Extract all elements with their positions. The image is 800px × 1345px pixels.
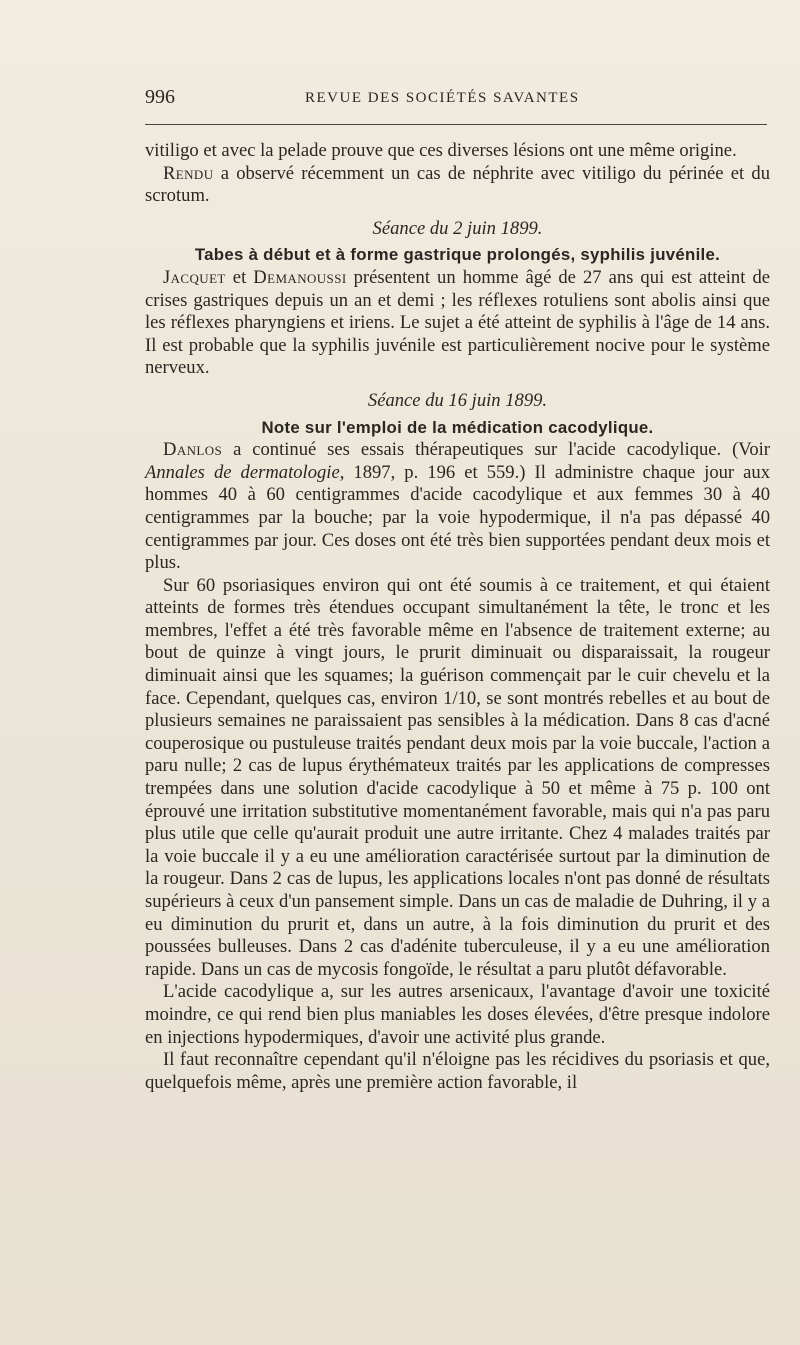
author-danlos: Danlos [163,439,223,461]
page-body [145,140,770,1094]
advantage-paragraph: L'acide cacodylique a, sur les autres arsenicaux, l'avantage d'avoir une toxicité moindre, ce qui rend bien plus maniables les doses élevées, d'être presque indolore en injections hypodermiques, d'avoir une activité plus grande. [145,981,770,1048]
intro-paragraph: vitiligo et avec la pelade prouve que ces diverses lésions ont une même origine. [145,140,737,161]
author-jacquet: Jacquet [163,266,226,288]
author-rendu: Rendu [163,162,214,184]
seance-heading-2: Séance du 16 juin 1899. [367,389,548,411]
seance-heading-1: Séance du 2 juin 1899. [372,217,543,239]
jacquet-text: présentent un homme âgé de 27 ans qui est atteint de crises gastriques depuis un an et demi ; les réflexes rotuliens sont abolis ainsi que les réflexes pharyngiens et iriens. Le sujet a été atteint de syphilis à l'âge de 14 ans. Il est probable que la syphilis juvénile est particulièrement nocive pour le système nerveux. [145,266,770,379]
journal-title: Annales de dermatologie [145,461,340,483]
joiner-text: et [225,266,254,288]
rendu-paragraph [145,163,770,208]
closing-paragraph: Il faut reconnaître cependant qu'il n'éloigne pas les récidives du psoriasis et que, quelquefois même, après une première action favorable, il [145,1049,770,1093]
author-demanoussi: Demanoussi [253,266,347,288]
page-header [145,82,765,112]
section-title-1: Tabes à début et à forme gastrique prolongés, syphilis juvénile. [194,245,721,265]
danlos-paragraph [145,439,770,575]
running-head: REVUE DES SOCIÉTÉS SAVANTES [305,90,580,106]
section-title-2: Note sur l'emploi de la médication cacodylique. [261,417,654,437]
psoriasis-paragraph: Sur 60 psoriasiques environ qui ont été soumis à ce traitement, et qui étaient atteints de formes très étendues occupant simultanément la tête, le tronc et les membres, l'effet a été très favorable même en l'absence de traitement externe; au bout de quinze à vingt jours, le prurit diminuait ou disparaissait, la rougeur diminuait ainsi que les squames; la guérison commençait par le cuir chevelu et la face. Cependant, quelques cas, environ 1/10, se sont montrés rebelles et au bout de plusieurs semaines ne paraissaient pas sensibles à la médication. Dans 8 cas d'acné couperosique ou pustuleuse traités pendant deux mois par la voie buccale, l'action a paru nulle; 2 cas de lupus érythémateux traités par les applications de compresses trempées dans une solution d'acide cacodylique à 50 et même à 75 p. 100 ont éprouvé une irritation substitutive momentanément favorable, mais qui n'a pas paru plus utile que celle qu'aurait produit une autre irritante. Chez 4 malades traités par la voie buccale il y a eu une amélioration caractérisée surtout par la diminution de la rougeur. Dans 2 cas de lupus, les applications locales n'ont pas donné de résultats supérieurs à ceux d'un pansement simple. Dans un cas de maladie de Duhring, il y a eu diminution du prurit et, dans un autre, à la fois diminution du prurit et des poussées bulleuses. Dans 2 cas d'adénite tuberculeuse, il y a eu une amélioration rapide. Dans un cas de mycosis fongoïde, le résultat a paru plutôt défavorable. [145,574,770,980]
jacquet-paragraph [145,267,770,380]
danlos-text-a: a continué ses essais thérapeutiques sur l'acide cacodylique. (Voir [222,439,770,461]
page-number: 996 [145,86,175,108]
rendu-text: a observé récemment un cas de néphrite avec vitiligo du périnée et du scrotum. [145,162,770,207]
header-rule [145,124,767,125]
danlos-text-b: , 1897, p. 196 et 559.) Il administre chaque jour aux hommes 40 à 60 centigrammes d'acide cacodylique et aux femmes 30 à 40 centigrammes par la bouche; par la voie hypodermique, il n'a pas dépassé 40 centigrammes par jour. Ces doses ont été très bien supportées pendant deux mois et plus. [145,461,771,574]
